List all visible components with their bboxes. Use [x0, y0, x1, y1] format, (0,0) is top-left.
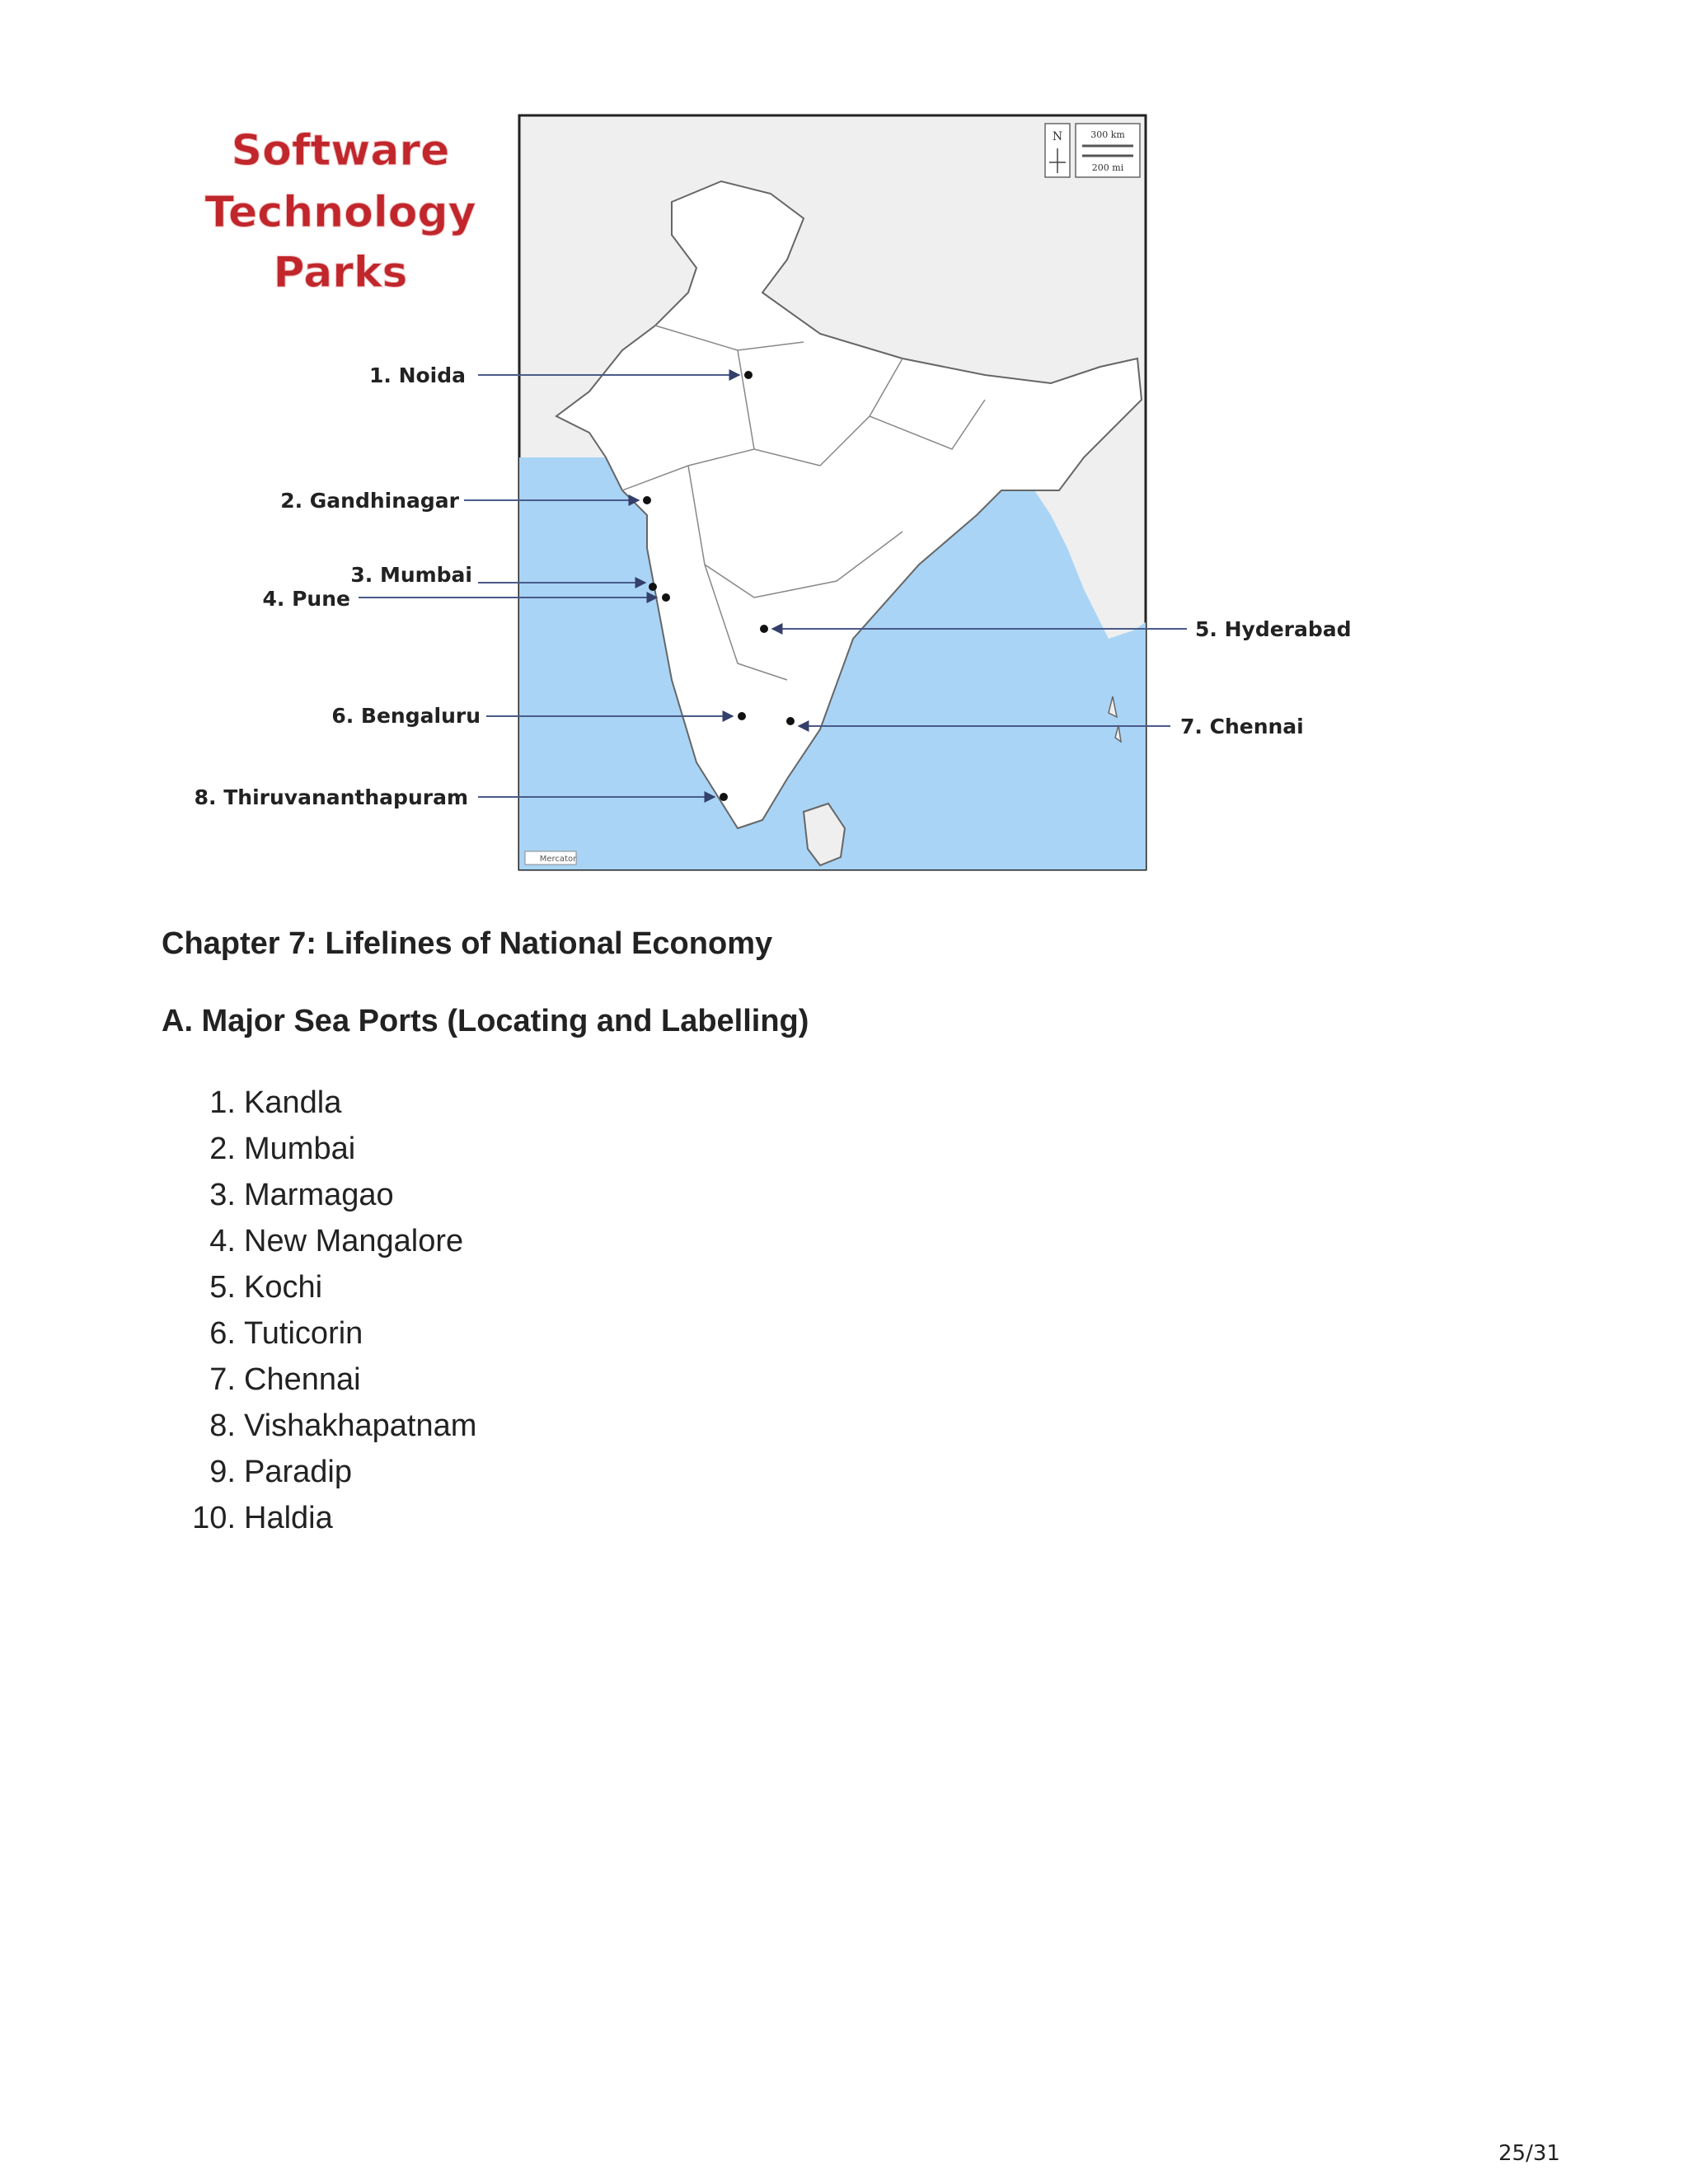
list-item-number: 5. [209, 1270, 236, 1305]
projection-label: Mercator [539, 855, 577, 864]
list-item-number: 7. [209, 1362, 236, 1397]
list-item [162, 1172, 476, 1218]
list-item [162, 1495, 476, 1541]
list-item-text: Chennai [244, 1362, 361, 1397]
dot-gandhinagar [643, 496, 651, 504]
map-title-line-3: Parks [273, 248, 408, 298]
map-title-line-2: Technology [204, 188, 476, 237]
map-title-line-1: Software [231, 126, 450, 176]
list-item [162, 1264, 476, 1310]
list-item-text: Haldia [244, 1501, 333, 1535]
dot-thiruvananthapuram [720, 793, 728, 801]
label-chennai: 7. Chennai [1180, 715, 1304, 738]
label-mumbai: 3. Mumbai [350, 563, 472, 587]
list-item [162, 1080, 476, 1126]
list-item-number: 3. [209, 1178, 236, 1212]
dot-mumbai [649, 583, 657, 591]
list-item-number: 8. [209, 1408, 236, 1443]
list-item-number: 9. [209, 1455, 236, 1489]
label-hyderabad: 5. Hyderabad [1195, 617, 1352, 641]
dot-pune [662, 593, 670, 602]
label-pune: 4. Pune [262, 587, 350, 611]
list-item-text: Vishakhapatnam [244, 1408, 477, 1443]
list-item-text: Paradip [244, 1455, 352, 1489]
list-item-number: 1. [209, 1085, 236, 1120]
list-item-text: Mumbai [244, 1132, 356, 1166]
list-item [162, 1357, 476, 1403]
dot-hyderabad [760, 625, 768, 633]
list-item-text: Marmagao [244, 1178, 394, 1212]
dot-bengaluru [738, 712, 746, 720]
list-item-number: 10. [192, 1501, 236, 1535]
list-item-number: 2. [209, 1132, 236, 1166]
label-gandhinagar: 2. Gandhinagar [280, 489, 459, 513]
list-item [162, 1126, 476, 1172]
list-item-number: 4. [209, 1224, 236, 1258]
map-figure [161, 103, 1512, 886]
port-list [162, 1080, 476, 1541]
label-thiruvananthapuram: 8. Thiruvananthapuram [194, 785, 468, 809]
north-label: N [1052, 130, 1063, 143]
scale-km: 300 km [1090, 129, 1125, 140]
india-map [519, 115, 1146, 869]
scale-mi: 200 mi [1091, 162, 1124, 173]
list-item [162, 1218, 476, 1264]
chapter-title: Chapter 7: Lifelines of National Economy [162, 926, 773, 961]
list-item-text: Kandla [244, 1085, 342, 1120]
section-title: A. Major Sea Ports (Locating and Labelling) [162, 1004, 809, 1038]
map-title [204, 126, 476, 298]
dot-chennai [786, 717, 795, 725]
dot-noida [744, 371, 753, 379]
list-item [162, 1403, 476, 1449]
list-item [162, 1449, 476, 1495]
list-item-text: New Mangalore [244, 1224, 464, 1258]
label-noida: 1. Noida [368, 363, 466, 387]
list-item-text: Kochi [244, 1270, 323, 1305]
list-item-text: Tuticorin [244, 1316, 363, 1351]
label-bengaluru: 6. Bengaluru [331, 704, 481, 728]
page-number: 25/31 [1498, 2141, 1560, 2166]
list-item [162, 1310, 476, 1357]
list-item-number: 6. [209, 1316, 236, 1351]
